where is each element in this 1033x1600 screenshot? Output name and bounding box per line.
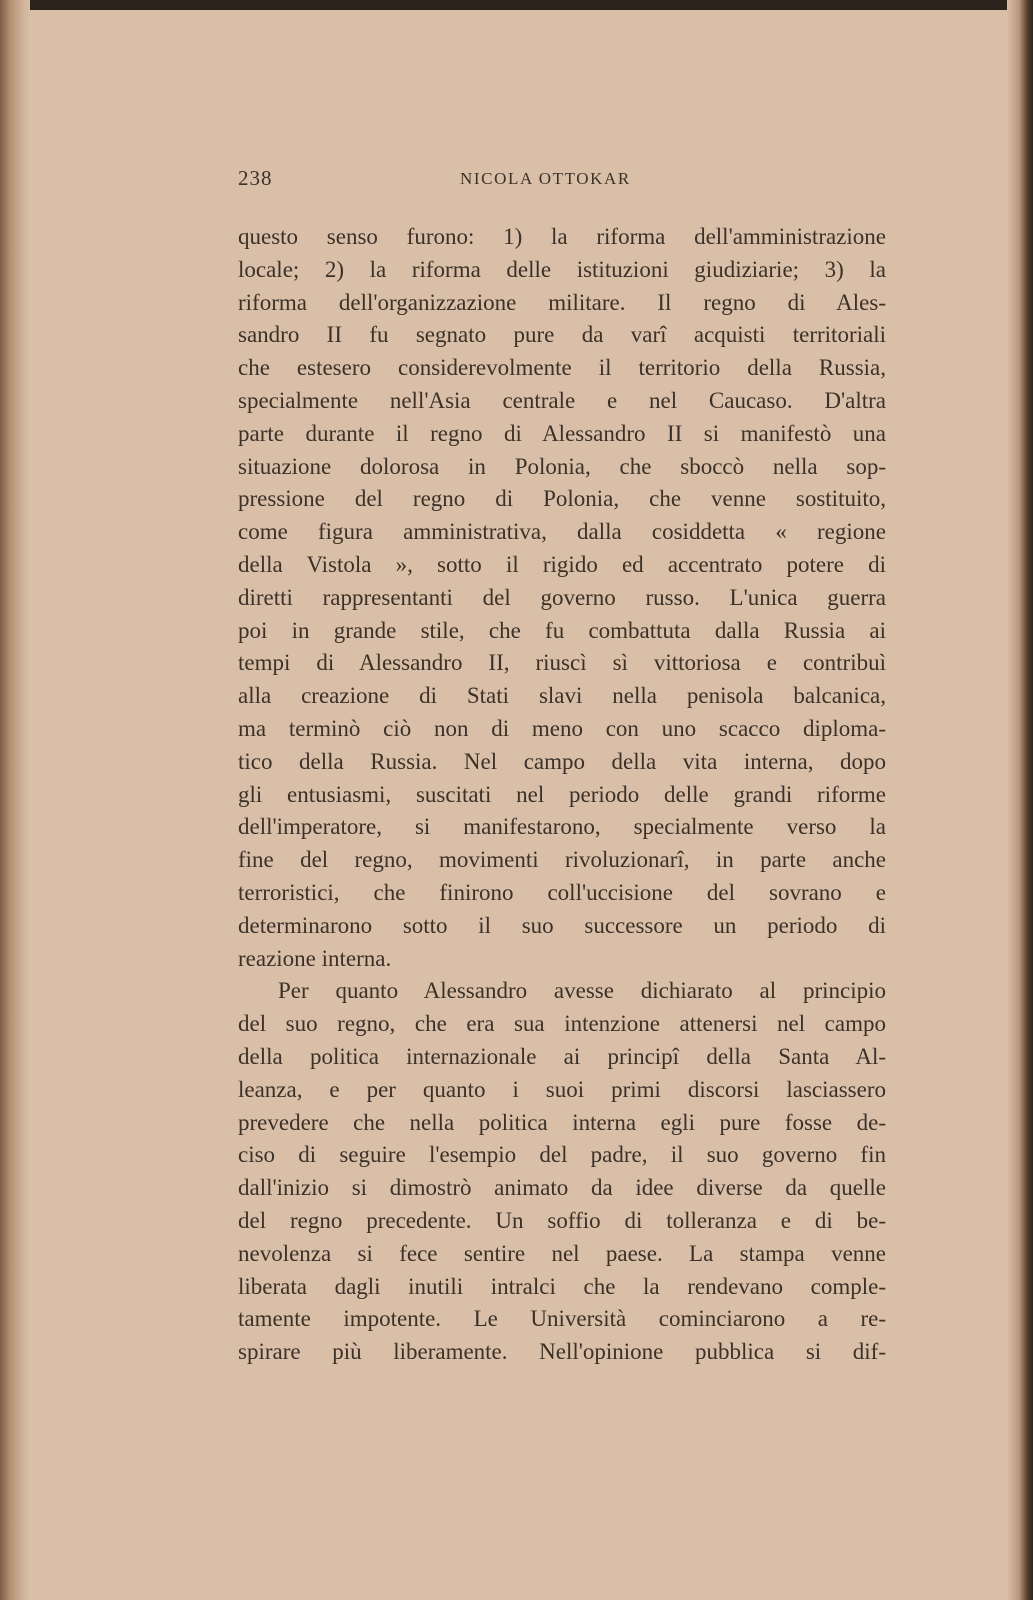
body-text xyxy=(238,221,886,1369)
page-number: 238 xyxy=(238,166,273,190)
text-line: terroristici, che finirono coll'uccisione del sovrano e xyxy=(238,879,886,905)
paragraph-first-line: Per quanto Alessandro avesse dichiarato al principio xyxy=(278,978,886,1004)
page-left-edge xyxy=(0,0,30,1600)
text-line: fine del regno, movimenti rivoluzionarî, in parte anche xyxy=(238,847,886,873)
text-line: del regno precedente. Un soffio di tolleranza e di be- xyxy=(238,1207,886,1233)
text-line: sandro II fu segnato pure da varî acquisti territoriali xyxy=(238,322,886,348)
text-line: questo senso furono: 1) la riforma dell'amministrazione xyxy=(238,224,886,249)
text-line: della politica internazionale ai principî della Santa Al- xyxy=(238,1043,886,1069)
page-header xyxy=(238,166,886,196)
text-line: dell'imperatore, si manifestarono, specialmente verso la xyxy=(238,814,886,840)
text-line: come figura amministrativa, dalla cosiddetta « regione xyxy=(238,519,886,545)
text-line: determinarono sotto il suo successore un periodo di xyxy=(238,912,886,938)
text-line: tempi di Alessandro II, riuscì sì vittoriosa e contribuì xyxy=(238,650,886,676)
text-line: gli entusiasmi, suscitati nel periodo delle grandi riforme xyxy=(238,781,886,807)
page-right-edge xyxy=(1007,0,1033,1600)
text-line: spirare più liberamente. Nell'opinione pubblica si dif- xyxy=(238,1339,886,1365)
text-line: leanza, e per quanto i suoi primi discorsi lasciassero xyxy=(238,1076,886,1102)
text-line: pressione del regno di Polonia, che venne sostituito, xyxy=(238,486,886,512)
paragraph-last-line: reazione interna. xyxy=(238,945,392,971)
text-line: della Vistola », sotto il rigido ed accentrato potere di xyxy=(238,551,886,577)
text-line: che estesero considerevolmente il territorio della Russia, xyxy=(238,355,886,381)
text-line: diretti rappresentanti del governo russo. L'unica guerra xyxy=(238,584,886,610)
running-head: NICOLA OTTOKAR xyxy=(460,169,631,188)
text-line: locale; 2) la riforma delle istituzioni giudiziarie; 3) la xyxy=(238,256,886,282)
text-line: dall'inizio si dimostrò animato da idee diverse da quelle xyxy=(238,1175,886,1201)
page-top-edge xyxy=(0,0,1033,10)
text-line: situazione dolorosa in Polonia, che sboccò nella sop- xyxy=(238,453,886,479)
text-line: del suo regno, che era sua intenzione attenersi nel campo xyxy=(238,1011,886,1037)
text-line: poi in grande stile, che fu combattuta dalla Russia ai xyxy=(238,617,886,643)
text-line: prevedere che nella politica interna egli pure fosse de- xyxy=(238,1109,886,1135)
text-line: tamente impotente. Le Università cominciarono a re- xyxy=(238,1306,886,1332)
text-line: specialmente nell'Asia centrale e nel Caucaso. D'altra xyxy=(238,387,886,413)
text-line: parte durante il regno di Alessandro II si manifestò una xyxy=(238,420,886,446)
text-line: ma terminò ciò non di meno con uno scacco diploma- xyxy=(238,715,886,741)
text-line: ciso di seguire l'esempio del padre, il suo governo fin xyxy=(238,1142,886,1168)
text-line: riforma dell'organizzazione militare. Il regno di Ales- xyxy=(238,289,886,315)
text-line: tico della Russia. Nel campo della vita interna, dopo xyxy=(238,748,886,774)
text-line: nevolenza si fece sentire nel paese. La stampa venne xyxy=(238,1240,886,1266)
text-line: alla creazione di Stati slavi nella penisola balcanica, xyxy=(238,683,886,709)
text-line: liberata dagli inutili intralci che la rendevano comple- xyxy=(238,1273,886,1299)
